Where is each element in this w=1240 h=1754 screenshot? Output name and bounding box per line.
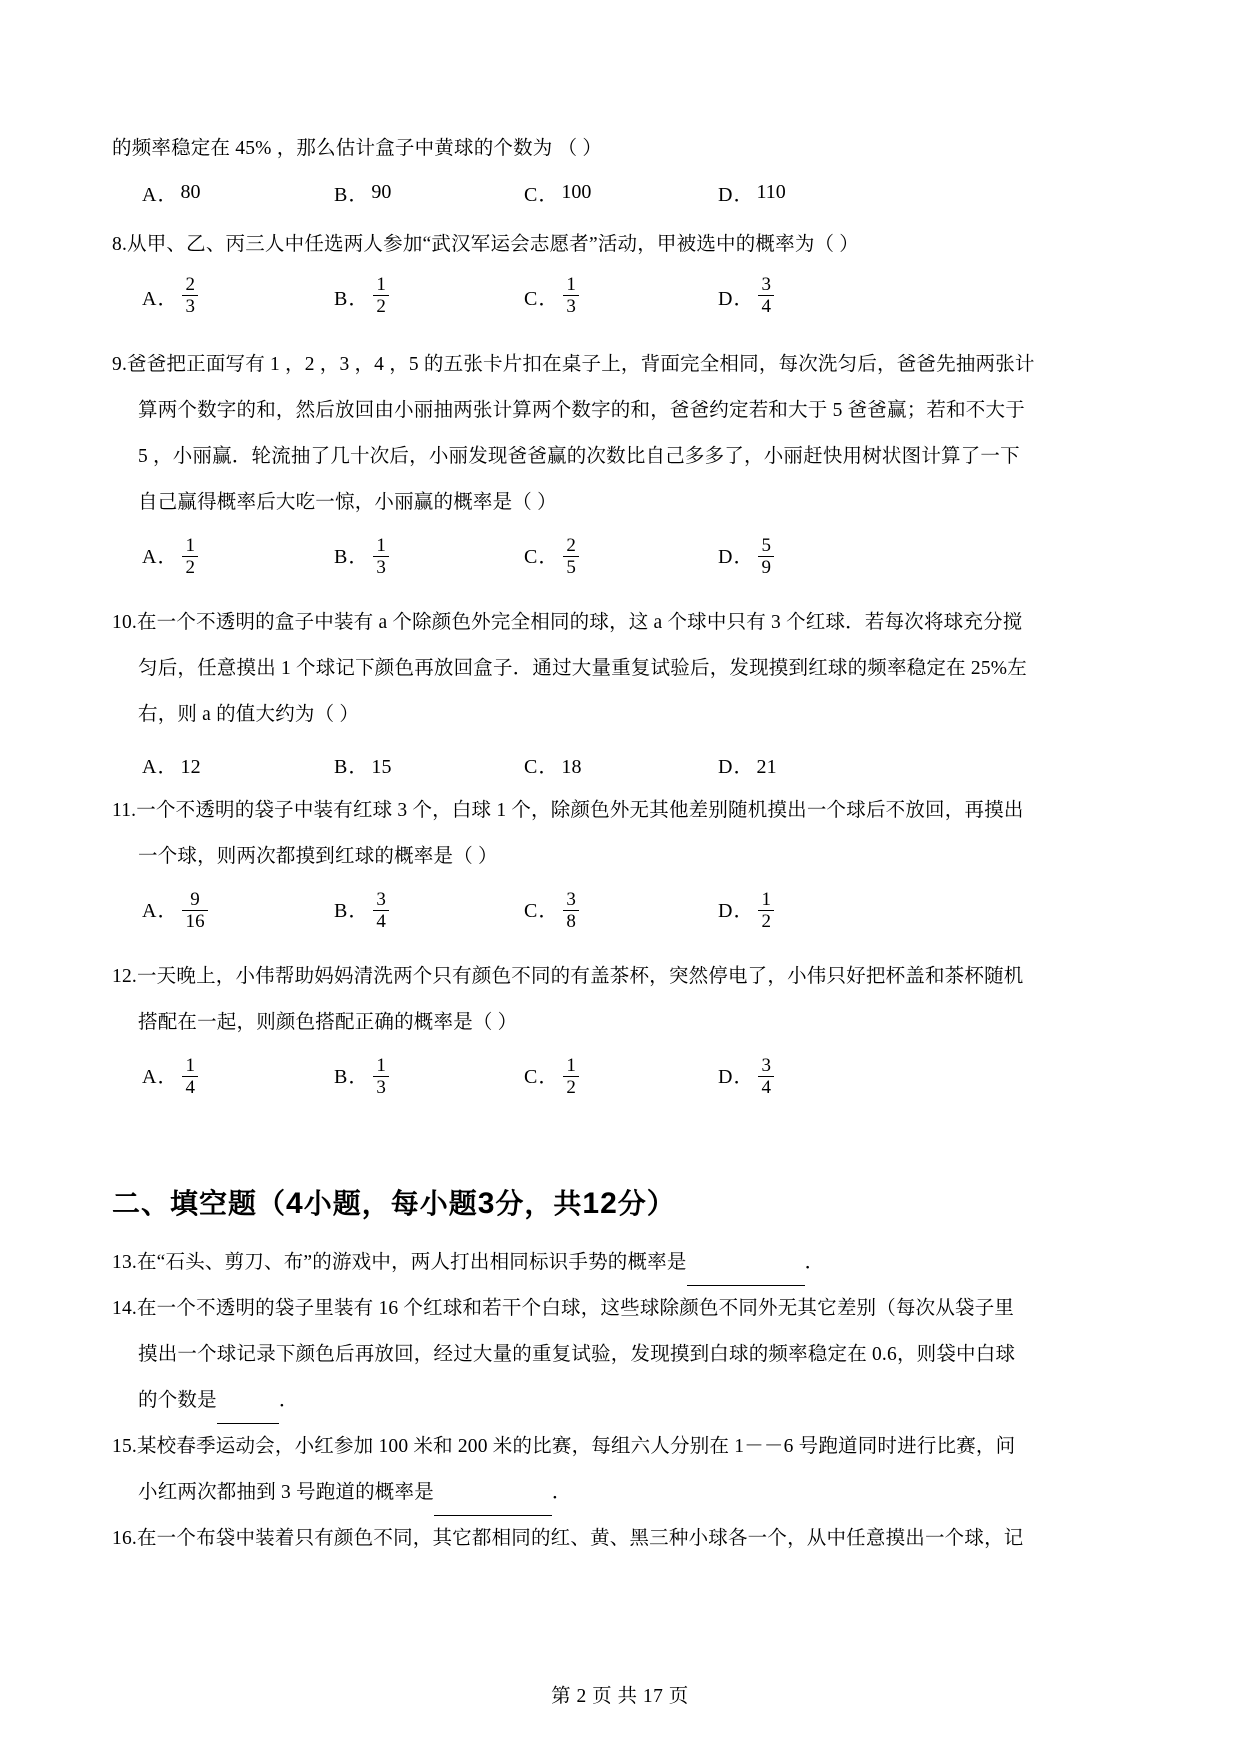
fraction	[182, 1056, 198, 1097]
question-q9	[112, 342, 1128, 590]
page-footer	[0, 1680, 1240, 1708]
numerator: 1	[376, 274, 386, 295]
fraction	[182, 890, 207, 931]
option-label: A．	[142, 900, 179, 922]
option-label: B．	[334, 900, 370, 922]
option-label: B．	[334, 184, 370, 206]
numerator: 1	[761, 888, 772, 910]
option-label: B．	[334, 546, 370, 568]
option-b[interactable]	[334, 888, 389, 934]
option-b[interactable]	[334, 178, 391, 207]
question-text-line: 11.一个不透明的袋子中装有红球 3 个，白球 1 个，除颜色外无其他差别随机摸出一个球后不放回，再摸出	[112, 800, 1024, 821]
option-row	[112, 744, 1128, 782]
question-text-line: 14.在一个不透明的袋子里装有 16 个红球和若干个白球，这些球除颜色不同外无其它差别（每次从袋子里	[112, 1298, 1015, 1319]
section-suffix: 分）	[617, 1188, 676, 1219]
question-text-line: 搭配在一起，则颜色搭配正确的概率是（ ）	[138, 1012, 518, 1033]
fraction	[373, 890, 389, 931]
option-label: A．	[142, 546, 179, 568]
numerator: 1	[185, 534, 196, 556]
question-text-line: 自己赢得概率后大吃一惊，小丽赢的概率是（ ）	[138, 492, 557, 513]
fraction	[373, 275, 389, 316]
question-text-line: 的频率稳定在 45% ，那么估计盒子中黄球的个数为 （ ）	[112, 138, 603, 159]
fraction	[758, 1056, 774, 1097]
section-heading-fill-in-blank	[112, 1182, 1128, 1222]
numerator: 9	[190, 888, 200, 910]
denominator: 8	[563, 910, 579, 931]
numerator: 1	[566, 274, 576, 295]
numerator: 1	[185, 1054, 196, 1076]
option-value: 100	[561, 181, 592, 203]
numerator: 3	[566, 888, 577, 910]
question-text-line: 9.爸爸把正面写有 1 ，2 ，3 ，4 ，5 的五张卡片扣在桌子上，背面完全相同，每次洗匀后，爸爸先抽两张计	[112, 354, 1035, 375]
question-text: 小红两次都抽到 3 号跑道的概率是	[138, 1482, 434, 1503]
option-b[interactable]	[334, 744, 392, 790]
option-d[interactable]	[718, 534, 774, 580]
question-text-line: 算两个数字的和，然后放回由小丽抽两张计算两个数字的和，爸爸约定若和大于 5 爸爸赢；若和不大于	[138, 400, 1025, 421]
denominator: 16	[182, 910, 207, 931]
numerator: 1	[376, 534, 387, 556]
option-label: D．	[718, 900, 755, 922]
denominator: 3	[182, 295, 198, 316]
option-label: C．	[524, 756, 560, 778]
question-q15	[112, 1424, 1128, 1516]
fraction	[758, 536, 774, 577]
option-label: A．	[142, 288, 179, 310]
page-number-text: 第 2 页 共 17 页	[551, 1686, 689, 1707]
denominator: 9	[758, 556, 774, 577]
option-d[interactable]	[718, 1054, 774, 1100]
option-label: C．	[524, 288, 560, 310]
section-points-per-question: 3	[477, 1187, 496, 1220]
option-row	[112, 1054, 1128, 1110]
option-value: 18	[561, 756, 582, 778]
question-text-line	[112, 1240, 1128, 1286]
fraction	[563, 1056, 579, 1097]
denominator: 4	[758, 295, 774, 316]
numerator: 2	[185, 274, 195, 295]
denominator: 2	[758, 910, 774, 931]
question-text-line	[112, 1378, 1128, 1424]
question-q14	[112, 1286, 1128, 1424]
option-c[interactable]	[524, 744, 582, 790]
option-c[interactable]	[524, 888, 579, 934]
option-row	[112, 178, 1128, 216]
question-text: 13.在“石头、剪刀、布”的游戏中，两人打出相同标识手势的概率是	[112, 1252, 687, 1273]
numerator: 5	[761, 534, 772, 556]
option-b[interactable]	[334, 534, 389, 580]
question-q16	[112, 1516, 1128, 1562]
denominator: 4	[182, 1076, 198, 1097]
question-text-line: 8.从甲、乙、丙三人中任选两人参加“武汉军运会志愿者”活动，甲被选中的概率为（ ）	[112, 234, 860, 255]
denominator: 3	[373, 556, 389, 577]
option-a[interactable]	[142, 534, 198, 580]
option-label: A．	[142, 184, 179, 206]
option-value: 90	[371, 181, 392, 203]
option-c[interactable]	[524, 276, 579, 317]
section-total-points: 12	[582, 1187, 618, 1220]
fraction	[758, 890, 774, 931]
period: ．	[551, 1482, 572, 1503]
option-value: 110	[756, 181, 786, 203]
section-question-count: 4	[286, 1187, 304, 1220]
option-b[interactable]	[334, 276, 389, 317]
answer-blank[interactable]	[434, 1498, 552, 1516]
question-text-line: 10.在一个不透明的盒子中装有 a 个除颜色外完全相同的球，这 a 个球中只有 3 个红球．若每次将球充分搅	[112, 612, 1023, 633]
option-a[interactable]	[142, 1054, 198, 1100]
option-label: B．	[334, 1066, 370, 1088]
option-value: 80	[180, 181, 201, 203]
question-q10	[112, 600, 1128, 782]
option-b[interactable]	[334, 1054, 389, 1100]
numerator: 1	[566, 1054, 577, 1076]
option-label: D．	[718, 288, 755, 310]
question-text-line: 16.在一个布袋中装着只有颜色不同，其它都相同的红、黄、黑三种小球各一个，从中任意摸出一个球，记	[112, 1528, 1024, 1549]
numerator: 3	[376, 888, 387, 910]
option-row	[112, 534, 1128, 590]
question-text-line	[112, 1470, 1128, 1516]
denominator: 5	[563, 556, 579, 577]
fraction	[758, 275, 774, 316]
numerator: 3	[761, 274, 771, 295]
fraction	[373, 1056, 389, 1097]
numerator: 2	[566, 534, 577, 556]
option-label: D．	[718, 1066, 755, 1088]
question-text-line: 匀后，任意摸出 1 个球记下颜色再放回盒子．通过大量重复试验后，发现摸到红球的频率稳定在 25%左	[138, 658, 1027, 679]
denominator: 4	[758, 1076, 774, 1097]
numerator: 3	[761, 1054, 772, 1076]
question-text-line: 右，则 a 的值大约为（ ）	[138, 704, 360, 725]
denominator: 2	[182, 556, 198, 577]
option-label: C．	[524, 546, 560, 568]
option-a[interactable]	[142, 744, 201, 790]
question-text-line: 一个球，则两次都摸到红球的概率是（ ）	[138, 846, 498, 867]
option-label: C．	[524, 184, 560, 206]
fraction	[182, 275, 198, 316]
option-label: B．	[334, 288, 370, 310]
option-a[interactable]	[142, 888, 208, 934]
question-text-line: 15.某校春季运动会，小红参加 100 米和 200 米的比赛，每组六人分别在 1－－6 号跑道同时进行比赛，问	[112, 1436, 1016, 1457]
denominator: 2	[563, 1076, 579, 1097]
option-c[interactable]	[524, 534, 579, 580]
question-text: 的个数是	[138, 1390, 217, 1411]
question-q11	[112, 788, 1128, 944]
option-label: B．	[334, 756, 370, 778]
option-value: 21	[756, 756, 777, 778]
option-value: 15	[371, 756, 392, 778]
option-label: C．	[524, 900, 560, 922]
period: ．	[804, 1252, 825, 1273]
question-q13	[112, 1240, 1128, 1286]
fraction	[563, 890, 579, 931]
denominator: 2	[373, 295, 389, 316]
fraction	[563, 536, 579, 577]
option-c[interactable]	[524, 1054, 579, 1100]
answer-blank[interactable]	[687, 1268, 805, 1286]
option-d[interactable]	[718, 888, 774, 934]
option-c[interactable]	[524, 178, 591, 207]
denominator: 3	[373, 1076, 389, 1097]
section-prefix: 二、填空题（	[112, 1188, 287, 1219]
option-label: C．	[524, 1066, 560, 1088]
fraction	[373, 536, 389, 577]
option-row	[112, 276, 1128, 332]
question-q12	[112, 954, 1128, 1110]
question-text-line: 摸出一个球记录下颜色后再放回，经过大量的重复试验，发现摸到白球的频率稳定在 0.6，则袋中白球	[138, 1344, 1016, 1365]
fraction	[182, 536, 198, 577]
option-label: D．	[718, 756, 755, 778]
question-text-line: 5 ，小丽赢．轮流抽了几十次后，小丽发现爸爸赢的次数比自己多多了，小丽赶快用树状图计算了一下	[138, 446, 1020, 467]
option-label: D．	[718, 546, 755, 568]
denominator: 4	[373, 910, 389, 931]
question-q7-continued	[112, 126, 1128, 216]
option-d[interactable]	[718, 276, 774, 317]
question-q8	[112, 222, 1128, 332]
option-label: A．	[142, 1066, 179, 1088]
section-mid1: 小题，每小题	[303, 1188, 478, 1219]
option-a[interactable]	[142, 276, 198, 317]
fraction	[563, 275, 579, 316]
denominator: 3	[563, 295, 579, 316]
section-mid2: 分，共	[495, 1188, 583, 1219]
period: ．	[278, 1390, 299, 1411]
answer-blank[interactable]	[217, 1406, 279, 1424]
question-text-line: 12.一天晚上，小伟帮助妈妈清洗两个只有颜色不同的有盖茶杯，突然停电了，小伟只好把杯盖和茶杯随机	[112, 966, 1024, 987]
option-row	[112, 888, 1128, 944]
option-d[interactable]	[718, 744, 777, 790]
numerator: 1	[376, 1054, 387, 1076]
option-a[interactable]	[142, 178, 200, 207]
option-d[interactable]	[718, 178, 786, 207]
option-value: 12	[180, 756, 201, 778]
option-label: A．	[142, 756, 179, 778]
option-label: D．	[718, 184, 755, 206]
